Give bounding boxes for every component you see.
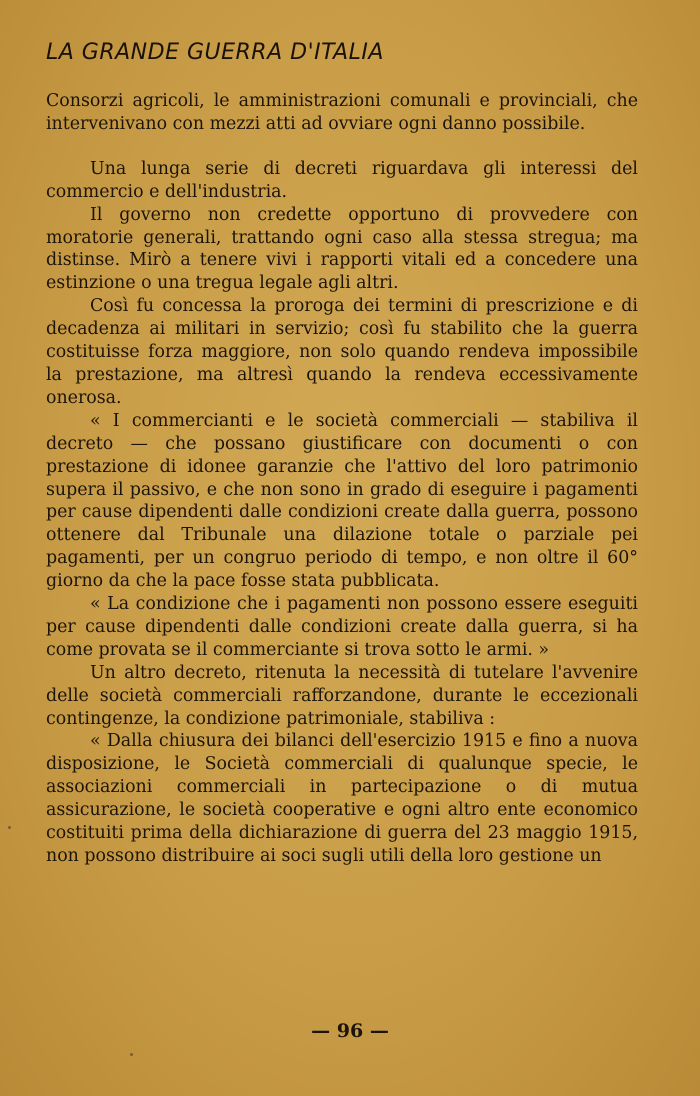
paragraph: « Dalla chiusura dei bilanci dell'esercizio 1915 e fino a nuova disposizione, le Società commerciali di qualunque specie, le associazioni commerciali in partecipazione o di mutua assicurazione, le società cooperative e ogni altro ente economico costituiti prima della dichiarazione di guerra del 23 maggio 1915, non possono distribuire ai soci sugli utili della loro gestione un <box>46 731 638 866</box>
paper-speck <box>8 826 11 829</box>
paragraph: Il governo non credette opportuno di provvedere con moratorie generali, trattando ogni caso alla stessa stregua; ma distinse. Mirò a tenere vivi i rapporti vitali ed a concedere una estinzione o una tregua legale agli altri. <box>46 204 638 294</box>
paragraph: Una lunga serie di decreti riguardava gli interessi del commercio e dell'industria. <box>46 158 638 202</box>
paragraph: Così fu concessa la proroga dei termini di prescrizione e di decadenza ai militari in servizio; così fu stabilito che la guerra costituisse forza maggiore, non solo quando rendeva impossibile la prestazione, ma altresì quando la rendeva eccessivamente onerosa. <box>46 296 638 408</box>
page-body <box>46 90 638 868</box>
page-number: — 96 — <box>311 1020 389 1042</box>
paragraph: « I commercianti e le società commerciali — stabiliva il decreto — che possano giustificare con documenti o con prestazione di idonee garanzie che l'attivo del loro patrimonio supera il passivo, e che non sono in grado di eseguire i pagamenti per cause dipendenti dalle condizioni create dalla guerra, possono ottenere dal Tribunale una dilazione totale o parziale pei pagamenti, per un congruo periodo di tempo, e non oltre il 60° giorno da che la pace fosse stata pubblicata. <box>46 410 638 592</box>
paragraph: Consorzi agricoli, le amministrazioni comunali e provinciali, che intervenivano con mezzi atti ad ovviare ogni danno possibile. <box>46 91 638 134</box>
paragraph: « La condizione che i pagamenti non possono essere eseguiti per cause dipendenti dalle condizioni create dalla guerra, si ha come provata se il commerciante si trova sotto le armi. » <box>46 594 638 660</box>
paper-speck <box>130 1053 133 1056</box>
paragraph: Un altro decreto, ritenuta la necessità di tutelare l'avvenire delle società commerciali rafforzandone, durante le eccezionali contingenze, la condizione patrimoniale, stabiliva : <box>46 662 638 729</box>
running-head: LA GRANDE GUERRA D'ITALIA <box>46 40 384 65</box>
